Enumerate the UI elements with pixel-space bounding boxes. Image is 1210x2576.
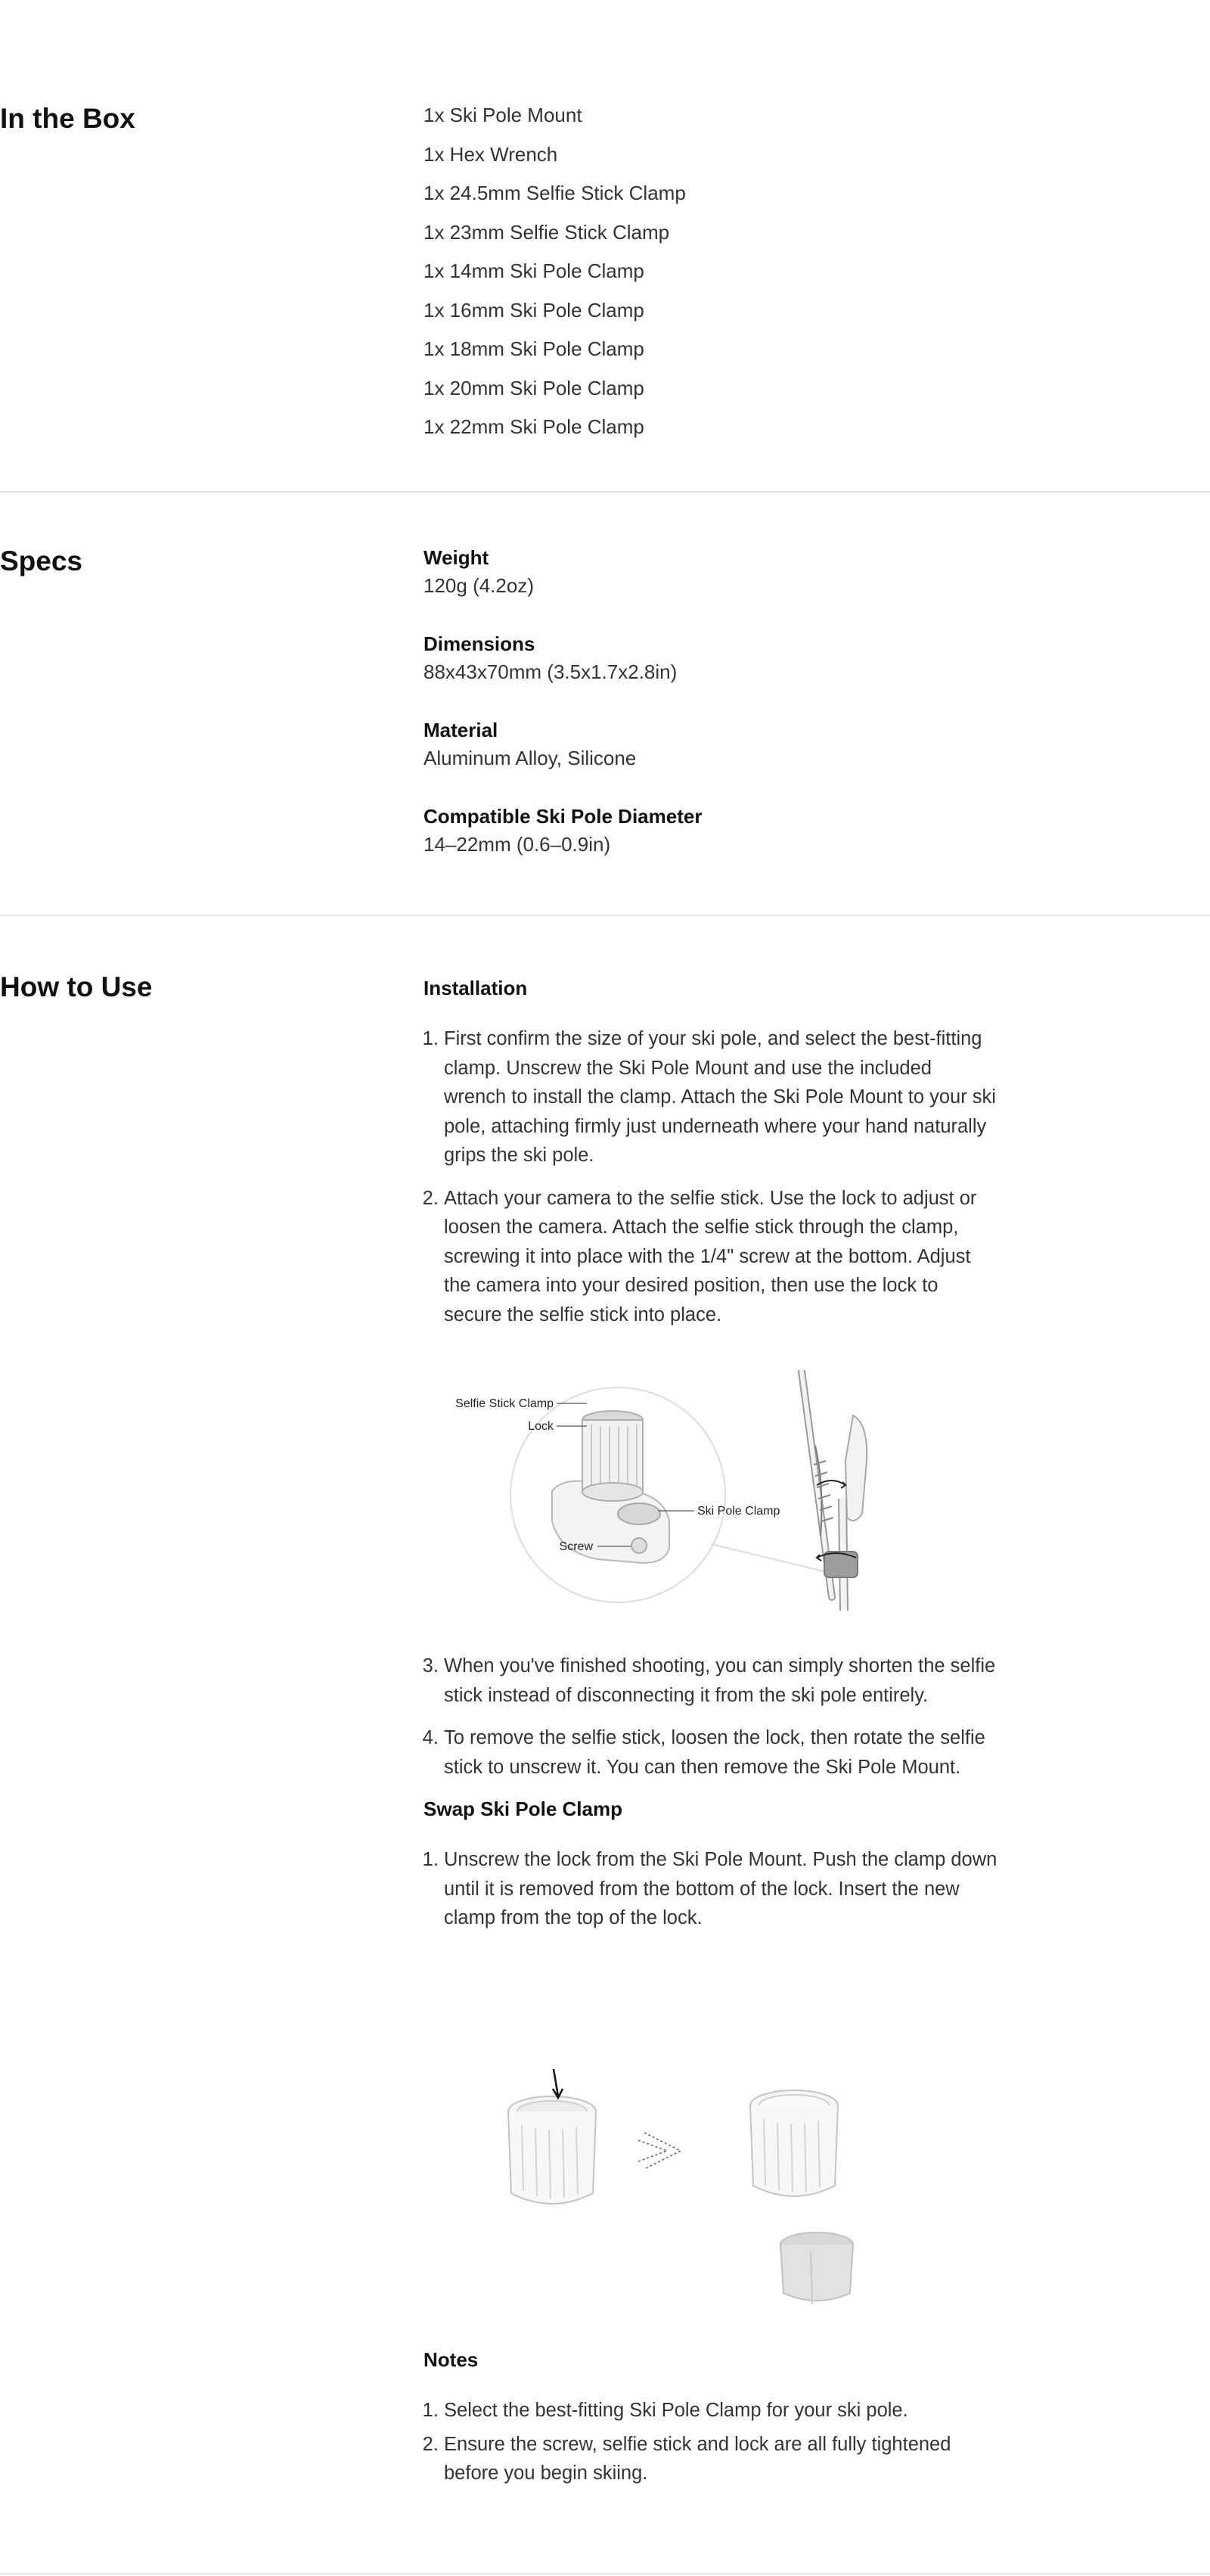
box-item: 1x 14mm Ski Pole Clamp — [424, 259, 644, 282]
spec-weight — [424, 544, 998, 600]
in-the-box-section — [0, 0, 1210, 493]
spec-diameter — [424, 803, 998, 859]
note-item: 1. Select the best-fitting Ski Pole Clamp for your ski pole. — [444, 2396, 998, 2425]
note-item: 2. Ensure the screw, selfie stick and lock are all fully tightened before you begin skiing. — [444, 2430, 998, 2488]
in-the-box-title: In the Box — [0, 103, 135, 134]
installation-steps — [424, 1024, 998, 1329]
spec-label: Compatible Ski Pole Diameter — [424, 805, 703, 828]
box-item: 1x Hex Wrench — [424, 142, 558, 166]
swap-step: 1. Unscrew the lock from the Ski Pole Mount. Push the clamp down until it is removed from the bottom of the lock. Insert the new clamp from the top of the lock. — [444, 1845, 998, 1933]
specs-section — [0, 493, 1210, 916]
box-item: 1x 22mm Ski Pole Clamp — [424, 415, 644, 438]
box-item: 1x 18mm Ski Pole Clamp — [424, 337, 644, 360]
ski-pole-mount-illustration-icon — [439, 1370, 998, 1612]
installation-steps-continued — [424, 1652, 998, 1782]
how-to-use-section — [0, 916, 1210, 2574]
spec-material — [424, 716, 998, 772]
spec-value: 120g (4.2oz) — [424, 574, 534, 597]
spec-value: 14–22mm (0.6–0.9in) — [424, 833, 611, 856]
installation-step: 4. To remove the selfie stick, loosen the lock, then rotate the selfie stick to unscrew it. You can then remove the Ski Pole Mount. — [444, 1723, 998, 1782]
spec-value: Aluminum Alloy, Silicone — [424, 747, 637, 769]
spec-label: Material — [424, 719, 498, 741]
box-item: 1x 24.5mm Selfie Stick Clamp — [424, 182, 686, 204]
diagram-label-screw: Screw — [559, 1540, 593, 1553]
clamp-swap-illustration-icon — [499, 2066, 862, 2331]
spec-label: Weight — [424, 546, 489, 569]
how-to-use-title: How to Use — [0, 971, 153, 1002]
box-item: 1x 16mm Ski Pole Clamp — [424, 298, 644, 322]
specs-title: Specs — [0, 545, 83, 576]
installation-block-continued — [424, 1652, 998, 1933]
diagram-label-selfie-stick-clamp: Selfie Stick Clamp — [455, 1397, 554, 1410]
notes-list — [424, 2396, 998, 2488]
notes-heading: Notes — [424, 2348, 479, 2371]
box-item: 1x 23mm Selfie Stick Clamp — [424, 220, 670, 244]
installation-block — [424, 974, 998, 1343]
installation-step: 3. When you've finished shooting, you can simply shorten the selfie stick instead of disconnecting it from the ski pole entirely. — [444, 1652, 998, 1710]
notes-block — [424, 2346, 998, 2488]
in-the-box-list — [424, 96, 998, 447]
box-item: 1x 20mm Ski Pole Clamp — [424, 376, 644, 399]
specs-list — [424, 544, 998, 889]
spec-label: Dimensions — [424, 632, 535, 655]
diagram-label-lock: Lock — [528, 1420, 554, 1433]
swap-steps — [424, 1845, 998, 1933]
swap-heading: Swap Ski Pole Clamp — [424, 1798, 622, 1820]
spec-value: 88x43x70mm (3.5x1.7x2.8in) — [424, 660, 678, 683]
installation-step: 2. Attach your camera to the selfie stick. Use the lock to adjust or loosen the camera. Attach the selfie stick through the clamp, screwing it into place with the 1/4" screw at the bottom. Adjust the camera into your desired position, then use the lock to secure the selfie stick into place. — [444, 1184, 998, 1330]
installation-heading: Installation — [424, 977, 528, 999]
diagram-label-ski-pole-clamp: Ski Pole Clamp — [697, 1505, 780, 1518]
installation-step: 1. First confirm the size of your ski pole, and select the best-fitting clamp. Unscrew the Ski Pole Mount and use the included wrench to install the clamp. Attach the Ski Pole Mount to your ski pole, attaching firmly just underneath where your hand naturally grips the ski pole. — [444, 1024, 998, 1170]
box-item: 1x Ski Pole Mount — [424, 104, 582, 126]
spec-dimensions — [424, 630, 998, 686]
